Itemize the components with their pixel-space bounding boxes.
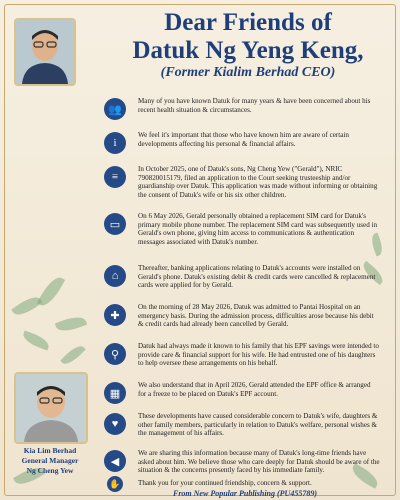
gerald-photo bbox=[14, 372, 88, 444]
leaf-decoration bbox=[11, 292, 42, 319]
paragraph-1 bbox=[104, 97, 392, 120]
footer-credit: From New Popular Publishing (PU455789) bbox=[172, 489, 317, 498]
paragraph-text: These developments have caused considerable concern to Datuk's wife, daughters & other family members, particularly in relation to Datuk's welfare, personal wishes & the management of his affairs. bbox=[138, 412, 378, 438]
hospital-icon: ✚ bbox=[104, 304, 126, 326]
paragraph-text: On the morning of 28 May 2026, Datuk was admitted to Pantai Hospital on an emergency basis. During the admission process, difficulties arose because his debit & credit cards had already been cancelled by Gerald. bbox=[138, 303, 374, 329]
portrait-photo bbox=[14, 18, 76, 86]
paragraph-text: Thank you for your continued friendship, concern & support. bbox=[138, 479, 312, 487]
caption-title: General Manager bbox=[21, 456, 79, 465]
building-icon: ▦ bbox=[104, 382, 126, 404]
paragraph-3 bbox=[104, 165, 392, 200]
portrait-image bbox=[16, 20, 74, 84]
paragraph-4 bbox=[104, 212, 392, 247]
paragraph-9 bbox=[104, 412, 392, 438]
caption-company: Kia Lim Berhad bbox=[23, 446, 77, 455]
family-icon: ⚲ bbox=[104, 343, 126, 365]
page-subtitle: (Former Kialim Berhad CEO) bbox=[160, 65, 336, 80]
paragraph-text: We are sharing this information because many of Datuk's long-time friends have asked about him. We believe those who care deeply for Datuk should be aware of the situation & the concerns presently faced by his immediate family. bbox=[138, 449, 380, 475]
paragraph-text: We also understand that in April 2026, Gerald attended the EPF office & arranged for a freeze to be placed on Datuk's EPF account. bbox=[138, 381, 371, 398]
leaf-decoration bbox=[55, 313, 87, 335]
leaf-decoration bbox=[60, 342, 85, 367]
paragraph-text: Datuk had always made it known to his family that his EPF savings were intended to provide care & financial support for his wife. He had entrusted one of his daughters to help oversee these arrangements on his behalf. bbox=[138, 342, 379, 368]
heart-icon: ♥ bbox=[104, 413, 126, 435]
paragraph-text: Thereafter, banking applications relating to Datuk's accounts were installed on Gerald's phone. Datuk's existing debit & credit cards were cancelled & replacement cards were applied for by Gerald. bbox=[138, 264, 376, 290]
bank-icon: ⌂ bbox=[104, 265, 126, 287]
leaf-decoration bbox=[21, 331, 51, 351]
megaphone-icon: ◀ bbox=[104, 450, 126, 472]
leaf-decoration bbox=[37, 274, 65, 310]
page-title-line-2: Datuk Ng Yeng Keng, bbox=[132, 37, 364, 64]
info-icon: i bbox=[104, 132, 126, 154]
gerald-image bbox=[16, 374, 86, 442]
paragraph-10 bbox=[104, 449, 392, 475]
paragraph-text: In October 2025, one of Datuk's sons, Ng Cheng Yew ("Gerald"), NRIC 790820015179, filed an application to the Court seeking trusteeship and/or guardianship over Datuk. This application was made without informing or obtaining the consent of Datuk's wife or his six other children. bbox=[138, 165, 378, 200]
document-icon: ≡ bbox=[104, 166, 126, 188]
page-title-line-1: Dear Friends of bbox=[164, 9, 332, 36]
paragraph-5 bbox=[104, 264, 392, 290]
caption-name: Ng Cheng Yew bbox=[26, 466, 74, 475]
paragraph-text: Many of you have known Datuk for many years & have been concerned about his recent health situation & circumstances. bbox=[138, 97, 371, 114]
group-icon: 👥 bbox=[104, 98, 126, 120]
sim-card-icon: ▭ bbox=[104, 213, 126, 235]
handshake-icon: ✋ bbox=[107, 476, 123, 492]
paragraph-2 bbox=[104, 131, 392, 154]
paragraph-text: On 6 May 2026, Gerald personally obtained a replacement SIM card for Datuk's primary mobile phone number. The replacement SIM card was subsequently used in Gerald's own phone, giving him access to communications & authentication messages associated with Datuk's number. bbox=[138, 212, 378, 247]
paragraph-7 bbox=[104, 342, 392, 368]
paragraph-6 bbox=[104, 303, 392, 329]
paragraph-8 bbox=[104, 381, 392, 404]
paragraph-text: We feel it's important that those who have known him are aware of certain developments affecting his personal & financial affairs. bbox=[138, 131, 349, 148]
